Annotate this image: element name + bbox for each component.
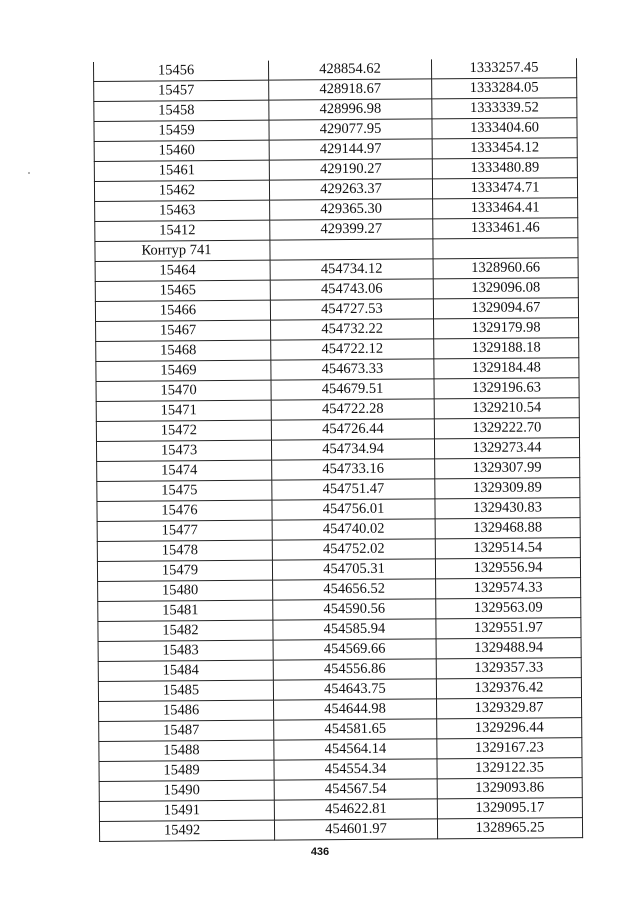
point-number-cell: 15480 [98,580,273,601]
point-number-cell: 15469 [96,360,271,381]
point-number-cell: 15484 [98,660,273,681]
y-coordinate-cell: 1329309.89 [435,478,580,499]
y-coordinate-cell: 1328965.25 [437,818,582,839]
point-number-cell: 15477 [97,520,272,541]
point-number-cell: 15468 [96,340,271,361]
point-number-cell: 15461 [94,160,269,181]
point-number-cell: 15489 [99,760,274,781]
x-coordinate-cell: 454554.34 [274,759,437,780]
point-number-cell: 15492 [99,820,274,841]
point-number-cell: 15481 [98,600,273,621]
point-number-cell: 15490 [99,780,274,801]
x-coordinate-cell: 429077.95 [269,119,432,140]
x-coordinate-cell: 428854.62 [268,59,431,80]
x-coordinate-cell: 454734.12 [270,259,433,280]
y-coordinate-cell: 1333284.05 [432,78,577,99]
x-coordinate-cell: 454679.51 [271,379,434,400]
table-row [99,818,582,842]
point-number-cell: 15472 [96,420,271,441]
y-coordinate-cell: 1329430.83 [435,498,580,519]
x-coordinate-cell: 454751.47 [272,479,435,500]
y-coordinate-cell: 1329094.67 [433,298,578,319]
y-coordinate-cell: 1328960.66 [433,258,578,279]
point-number-cell: 15459 [94,120,269,141]
x-coordinate-cell: 454569.66 [273,639,436,660]
x-coordinate-cell: 454567.54 [274,779,437,800]
x-coordinate-cell: 454726.44 [271,419,434,440]
x-coordinate-cell: 429365.30 [270,199,433,220]
x-coordinate-cell: 454727.53 [270,299,433,320]
y-coordinate-cell: 1329563.09 [436,598,581,619]
point-number-cell: 15478 [97,540,272,561]
y-coordinate-cell: 1329273.44 [434,438,579,459]
x-coordinate-cell: 454733.16 [272,459,435,480]
y-coordinate-cell: 1329296.44 [437,718,582,739]
y-coordinate-cell: 1329184.48 [434,358,579,379]
point-number-cell: 15456 [93,61,268,82]
x-coordinate-cell [270,239,433,260]
y-coordinate-cell: 1333474.71 [432,178,577,199]
x-coordinate-cell: 428996.98 [269,99,432,120]
point-number-cell: 15475 [97,480,272,501]
point-number-cell: 15488 [99,740,274,761]
y-coordinate-cell: 1329468.88 [435,518,580,539]
y-coordinate-cell: 1329095.17 [437,798,582,819]
x-coordinate-cell: 454705.31 [272,559,435,580]
x-coordinate-cell: 454644.98 [274,699,437,720]
point-number-cell: 15471 [96,400,271,421]
point-number-cell: 15466 [95,300,270,321]
page-number: 436 [310,846,330,858]
point-number-cell: 15465 [95,280,270,301]
point-number-cell: 15486 [99,700,274,721]
point-number-cell: 15463 [95,200,270,221]
y-coordinate-cell: 1329222.70 [434,418,579,439]
x-coordinate-cell: 428918.67 [269,79,432,100]
x-coordinate-cell: 454752.02 [272,539,435,560]
y-coordinate-cell: 1329093.86 [437,778,582,799]
y-coordinate-cell: 1333404.60 [432,118,577,139]
point-number-cell: 15476 [97,500,272,521]
x-coordinate-cell: 454556.86 [273,659,436,680]
y-coordinate-cell: 1329196.63 [434,378,579,399]
y-coordinate-cell: 1329210.54 [434,398,579,419]
point-number-cell: 15473 [96,440,271,461]
point-number-cell: 15462 [94,180,269,201]
scan-speck [28,172,30,174]
point-number-cell: 15458 [94,100,269,121]
y-coordinate-cell: 1329514.54 [435,538,580,559]
y-coordinate-cell: 1329167.23 [437,738,582,759]
point-number-cell: 15483 [98,640,273,661]
y-coordinate-cell: 1329574.33 [436,578,581,599]
x-coordinate-cell: 454734.94 [271,439,434,460]
x-coordinate-cell: 454656.52 [273,579,436,600]
y-coordinate-cell: 1333464.41 [433,198,578,219]
x-coordinate-cell: 454622.81 [274,799,437,820]
x-coordinate-cell: 454585.94 [273,619,436,640]
x-coordinate-cell: 454743.06 [270,279,433,300]
point-number-cell: 15479 [97,560,272,581]
point-number-cell: 15464 [95,260,270,281]
y-coordinate-cell: 1329096.08 [433,278,578,299]
y-coordinate-cell: 1329556.94 [435,558,580,579]
y-coordinate-cell: 1329188.18 [434,338,579,359]
x-coordinate-cell: 429399.27 [270,219,433,240]
x-coordinate-cell: 454590.56 [273,599,436,620]
y-coordinate-cell: 1329488.94 [436,638,581,659]
point-number-cell: 15412 [95,220,270,241]
y-coordinate-cell: 1333480.89 [432,158,577,179]
y-coordinate-cell: 1329179.98 [434,318,579,339]
y-coordinate-cell: 1333339.52 [432,98,577,119]
y-coordinate-cell: 1329357.33 [436,658,581,679]
y-coordinate-cell [433,238,578,259]
point-number-cell: 15487 [99,720,274,741]
y-coordinate-cell: 1329307.99 [435,458,580,479]
x-coordinate-cell: 454601.97 [274,819,437,840]
point-number-cell: Контур 741 [95,240,270,261]
x-coordinate-cell: 454643.75 [273,679,436,700]
point-number-cell: 15491 [99,800,274,821]
x-coordinate-cell: 429190.27 [269,159,432,180]
point-number-cell: 15457 [94,80,269,101]
x-coordinate-cell: 454740.02 [272,519,435,540]
x-coordinate-cell: 429263.37 [269,179,432,200]
y-coordinate-cell: 1329376.42 [436,678,581,699]
coordinates-table-body [93,58,582,841]
point-number-cell: 15482 [98,620,273,641]
x-coordinate-cell: 454756.01 [272,499,435,520]
point-number-cell: 15474 [97,460,272,481]
y-coordinate-cell: 1329122.35 [437,758,582,779]
y-coordinate-cell: 1329329.87 [437,698,582,719]
x-coordinate-cell: 429144.97 [269,139,432,160]
point-number-cell: 15485 [98,680,273,701]
x-coordinate-cell: 454722.28 [271,399,434,420]
x-coordinate-cell: 454564.14 [274,739,437,760]
point-number-cell: 15467 [96,320,271,341]
y-coordinate-cell: 1333257.45 [431,58,576,79]
point-number-cell: 15470 [96,380,271,401]
y-coordinate-cell: 1329551.97 [436,618,581,639]
x-coordinate-cell: 454673.33 [271,359,434,380]
y-coordinate-cell: 1333461.46 [433,218,578,239]
x-coordinate-cell: 454722.12 [271,339,434,360]
y-coordinate-cell: 1333454.12 [432,138,577,159]
x-coordinate-cell: 454732.22 [271,319,434,340]
x-coordinate-cell: 454581.65 [274,719,437,740]
coordinates-table [93,58,583,842]
point-number-cell: 15460 [94,140,269,161]
